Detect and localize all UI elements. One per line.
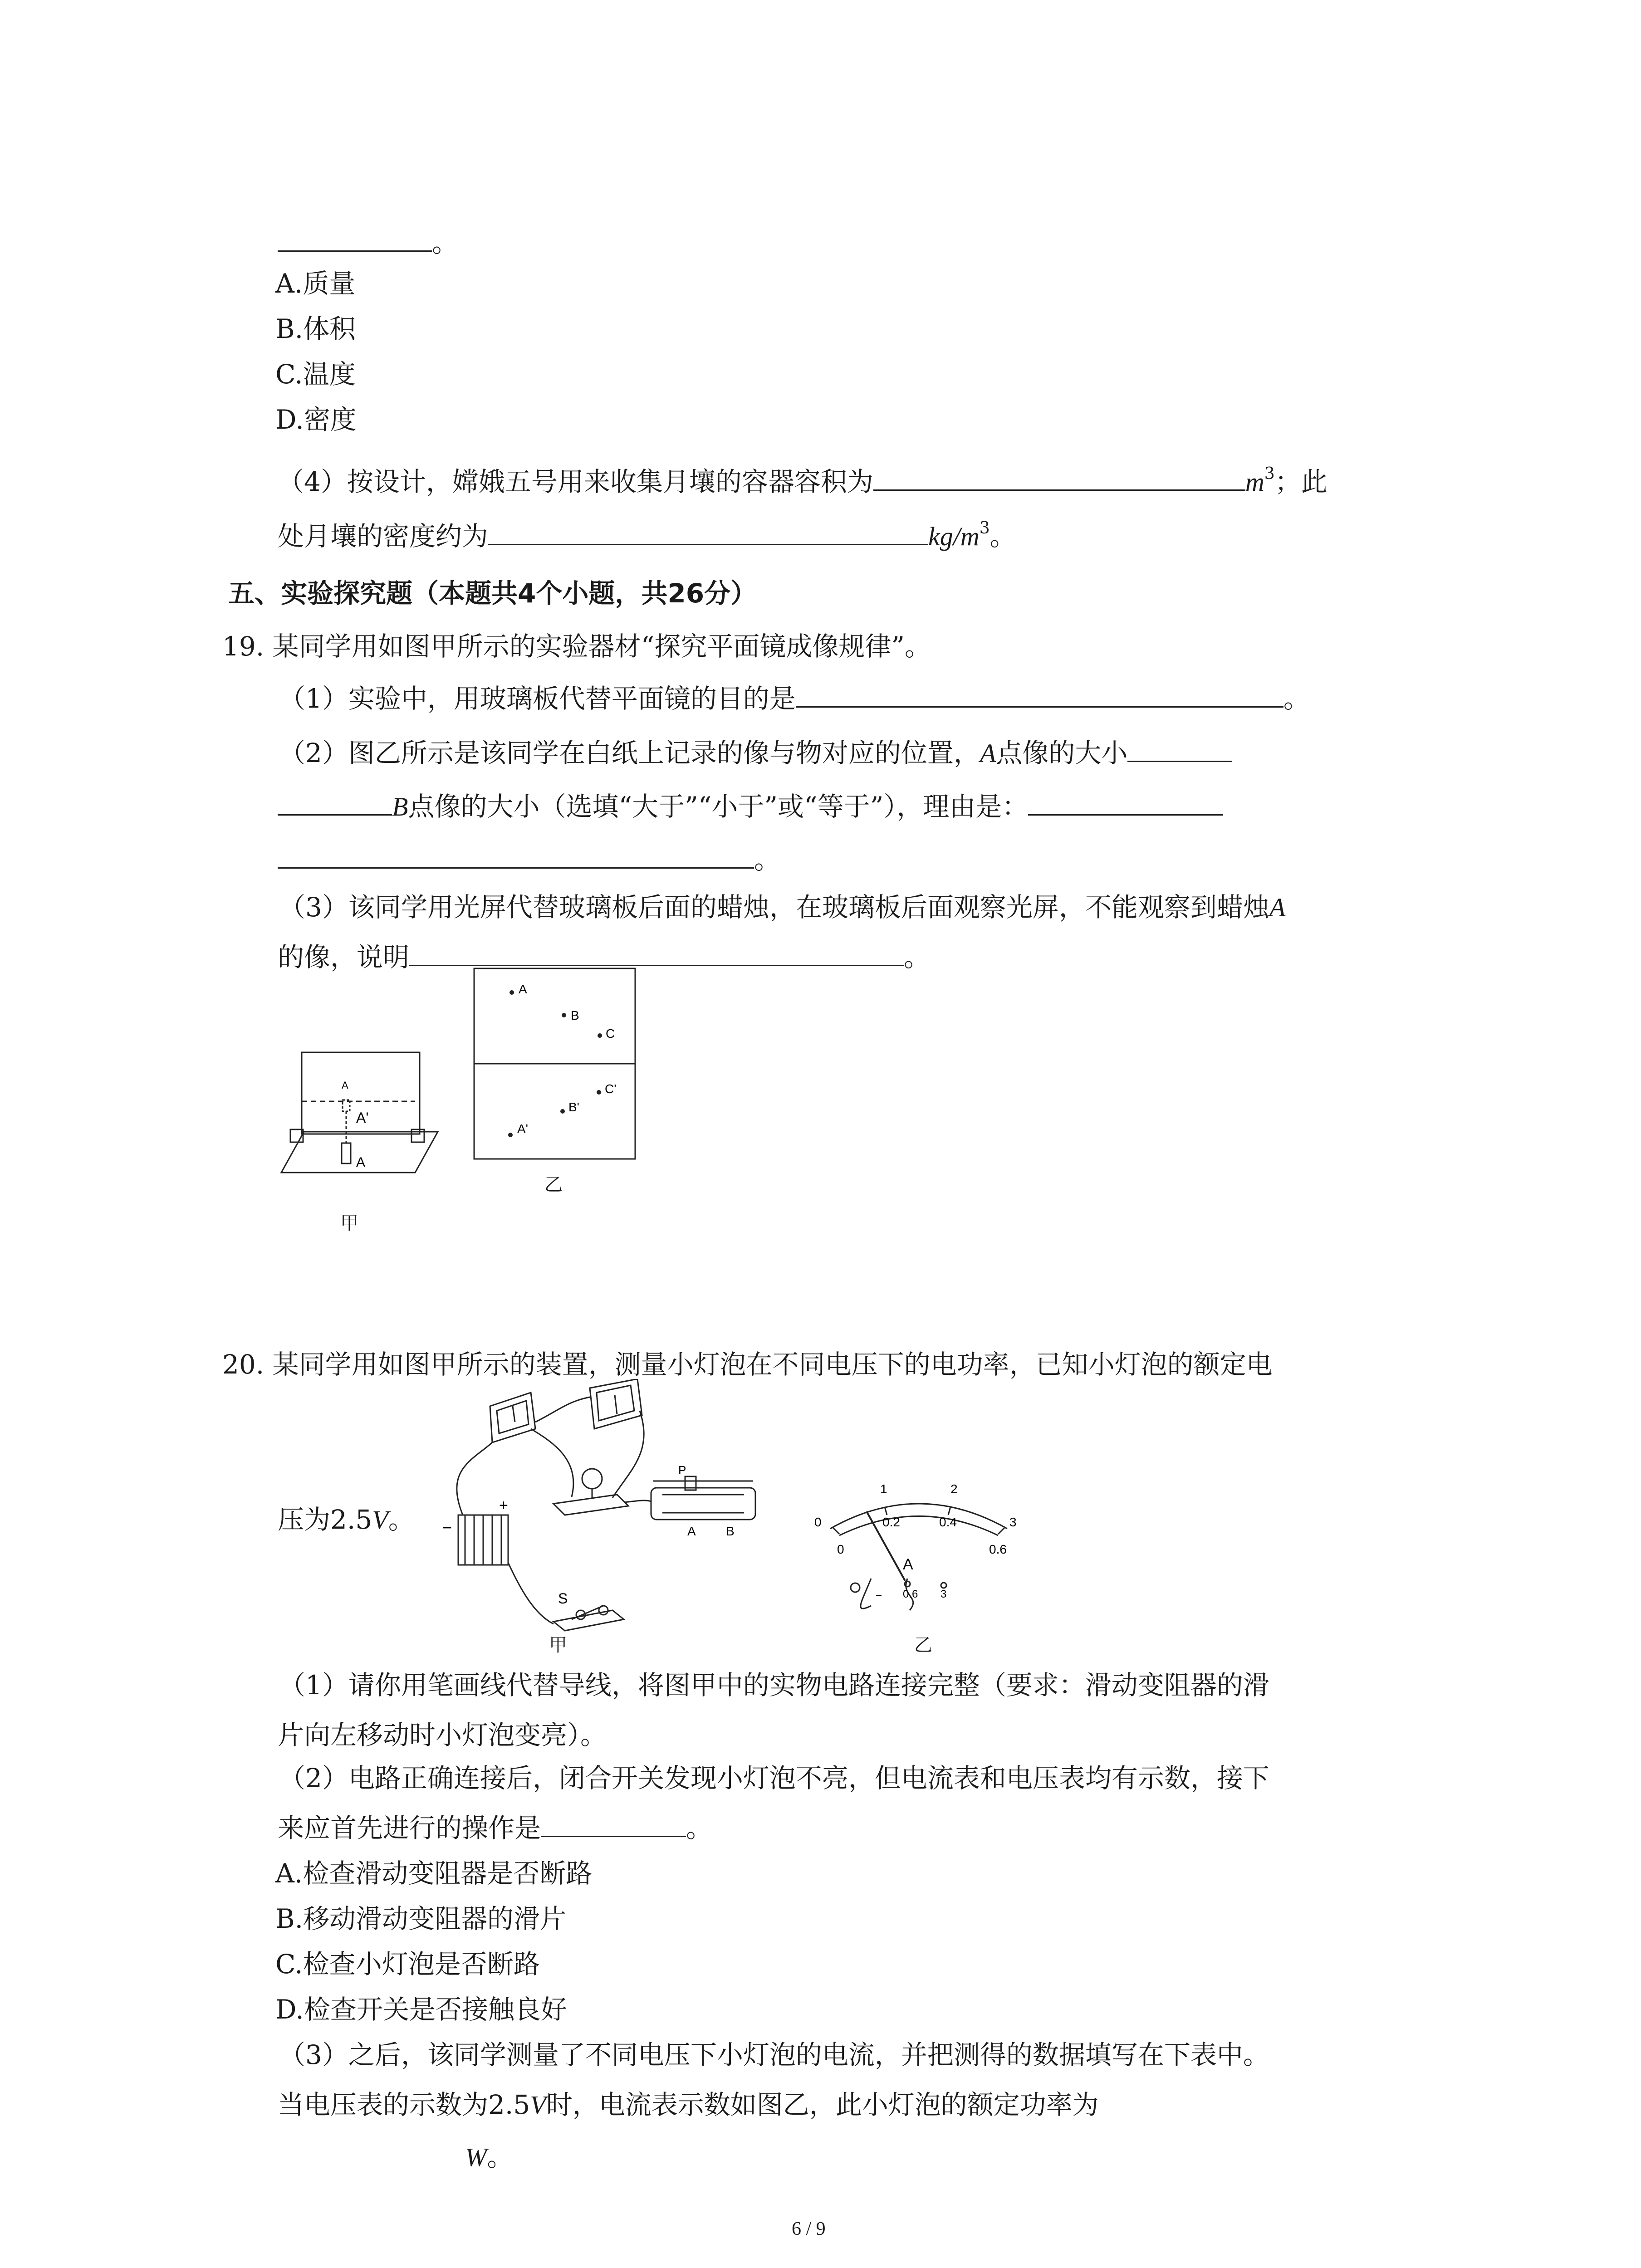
switch bbox=[554, 1610, 624, 1631]
answer-blank[interactable] bbox=[1127, 737, 1232, 762]
point-b bbox=[562, 1013, 566, 1017]
q20-option-b: B.移动滑动变阻器的滑片 bbox=[275, 1903, 567, 1934]
q19-part2-line1: （2）图乙所示是该同学在白纸上记录的像与物对应的位置，A点像的大小 bbox=[279, 735, 1232, 772]
density-blank[interactable] bbox=[488, 520, 928, 545]
wire bbox=[457, 1442, 492, 1515]
terminal-3: 3 bbox=[941, 1588, 947, 1600]
q18-option-b: B.体积 bbox=[275, 313, 356, 344]
reason-blank-cont[interactable] bbox=[278, 844, 754, 869]
label-b-terminal: B bbox=[726, 1524, 735, 1538]
wire bbox=[508, 1563, 554, 1624]
bulb bbox=[582, 1469, 602, 1489]
figure-caption-jia: 甲 bbox=[340, 1213, 358, 1233]
ammeter-dial-figure bbox=[812, 1465, 1030, 1619]
label-point-a: A bbox=[519, 982, 527, 996]
bulb-stand bbox=[554, 1495, 628, 1515]
point-b-prime bbox=[560, 1109, 565, 1114]
mirror-setup-figure bbox=[279, 1039, 442, 1207]
scale-top-1: 1 bbox=[880, 1482, 887, 1496]
label-point-b: B bbox=[571, 1008, 579, 1022]
section-title: 五、实验探究题（本题共4个小题，共26分） bbox=[228, 578, 757, 609]
q19-part1: （1）实验中，用玻璃板代替平面镜的目的是 。 bbox=[279, 683, 1310, 714]
scale-top-0: 0 bbox=[814, 1515, 822, 1529]
scale-bottom-02: 0.2 bbox=[882, 1515, 900, 1529]
label-s: S bbox=[558, 1590, 568, 1607]
figure-caption-yi: 乙 bbox=[544, 1175, 563, 1195]
terminal-06: 0.6 bbox=[903, 1588, 918, 1600]
scale-bottom-04: 0.4 bbox=[939, 1515, 957, 1529]
q18-part4-line1: （4）按设计，嫦娥五号用来收集月壤的容器容积为 $m^3$；此 bbox=[278, 464, 1327, 497]
q20-part3-line3: W。 bbox=[465, 2141, 514, 2172]
position-record-figure bbox=[472, 966, 640, 1166]
point-a bbox=[509, 990, 514, 995]
wire bbox=[624, 1501, 651, 1502]
scale-bottom-06: 0.6 bbox=[989, 1542, 1007, 1556]
scale-bottom-0: 0 bbox=[837, 1542, 844, 1556]
label-a-terminal: A bbox=[687, 1524, 696, 1538]
label-p: P bbox=[678, 1463, 686, 1477]
q19-part2-line2: B点像的大小（选填“大于”“小于”或“等于”），理由是： bbox=[278, 788, 1223, 825]
q19-part3-line2: 的像，说明 。 bbox=[278, 942, 931, 973]
dial-arc-inner bbox=[839, 1516, 998, 1536]
q18-option-c: C.温度 bbox=[275, 359, 356, 390]
q19-part3-line1: （3）该同学用光屏代替玻璃板后面的蜡烛，在玻璃板后面观察光屏，不能观察到蜡烛A bbox=[279, 892, 1286, 923]
wire bbox=[535, 1397, 590, 1422]
q20-part3-line1: （3）之后，该同学测量了不同电压下小灯泡的电流，并把测得的数据填写在下表中。 bbox=[279, 2039, 1269, 2070]
answer-blank[interactable] bbox=[541, 1812, 686, 1837]
point-c bbox=[598, 1033, 602, 1038]
label-a-top: A bbox=[342, 1080, 348, 1091]
point-c-prime bbox=[597, 1090, 601, 1095]
label-point-c: C bbox=[606, 1026, 615, 1041]
terminal-wire bbox=[861, 1579, 871, 1608]
point-a-prime bbox=[508, 1133, 513, 1137]
q20-part1-line1: （1）请你用笔画线代替导线，将图甲中的实物电路连接完整（要求：滑动变阻器的滑 bbox=[279, 1670, 1269, 1701]
rheostat bbox=[651, 1488, 755, 1520]
q20-stem: 20. 某同学用如图甲所示的装置，测量小灯泡在不同电压下的电功率，已知小灯泡的额定电 bbox=[222, 1349, 1273, 1380]
label-point-a-prime: A' bbox=[517, 1122, 529, 1136]
q20-part2-line2: 来应首先进行的操作是 。 bbox=[278, 1813, 713, 1843]
circuit-figure bbox=[417, 1379, 817, 1642]
label-point-b-prime: B' bbox=[568, 1100, 580, 1114]
scale-top-3: 3 bbox=[1009, 1515, 1017, 1529]
q20-option-a: A.检查滑动变阻器是否断路 bbox=[275, 1858, 593, 1889]
wire bbox=[612, 1411, 644, 1498]
label-point-c-prime: C' bbox=[605, 1082, 617, 1096]
label-minus: − bbox=[442, 1518, 452, 1537]
meter-label-a: A bbox=[903, 1556, 913, 1573]
q19-stem: 19. 某同学用如图甲所示的实验器材“探究平面镜成像规律”。 bbox=[222, 631, 931, 662]
figure-caption-jia-20: 甲 bbox=[549, 1635, 567, 1655]
candle-a bbox=[342, 1143, 351, 1163]
answer-blank[interactable] bbox=[796, 683, 1283, 708]
page-number: 6 / 9 bbox=[792, 2219, 826, 2239]
wire bbox=[531, 1429, 573, 1497]
q18-part4-line2: 处月壤的密度约为 $kg/m^3$。 bbox=[278, 519, 1016, 552]
label-a: A bbox=[356, 1155, 366, 1170]
answer-blank[interactable] bbox=[278, 227, 432, 252]
q20-stem-cont: 压为2.5V。 bbox=[278, 1504, 415, 1535]
q19-part2-line3: 。 bbox=[278, 841, 780, 878]
reason-blank[interactable] bbox=[1028, 791, 1223, 816]
scale-top-2: 2 bbox=[950, 1482, 958, 1496]
answer-blank[interactable] bbox=[278, 791, 392, 816]
volume-blank[interactable] bbox=[873, 466, 1245, 491]
q20-part3-line2: 当电压表的示数为2.5V时，电流表示数如图乙，此小灯泡的额定功率为 bbox=[278, 2089, 1099, 2120]
answer-blank[interactable] bbox=[409, 941, 904, 966]
q18-option-a: A.质量 bbox=[275, 268, 356, 299]
q18-answer-line: 。 bbox=[278, 225, 458, 261]
q20-option-c: C.检查小灯泡是否断路 bbox=[275, 1949, 540, 1980]
terminal-minus: − bbox=[876, 1589, 882, 1602]
q18-option-d: D.密度 bbox=[275, 404, 357, 435]
label-plus: + bbox=[499, 1497, 508, 1514]
q20-part1-line2: 片向左移动时小灯泡变亮）。 bbox=[278, 1720, 607, 1750]
q20-option-d: D.检查开关是否接触良好 bbox=[275, 1994, 567, 2025]
label-a-prime: A' bbox=[356, 1110, 369, 1126]
figure-caption-yi-20: 乙 bbox=[914, 1635, 932, 1655]
q20-part2-line1: （2）电路正确连接后，闭合开关发现小灯泡不亮，但电流表和电压表均有示数，接下 bbox=[279, 1763, 1269, 1794]
